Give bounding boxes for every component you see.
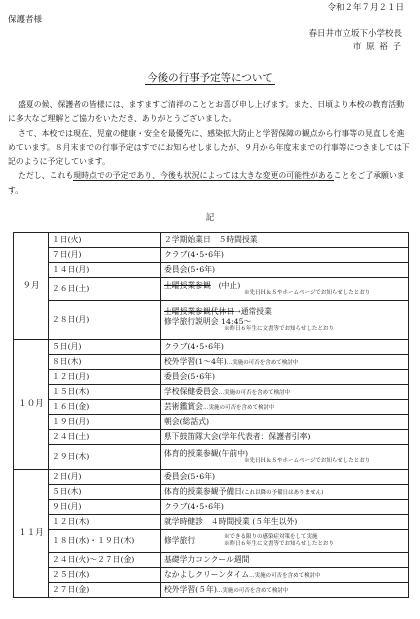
table-row [14,248,409,263]
row-date: ２５日(水) [49,568,161,583]
caveat-lead: ただし、これも [18,171,74,181]
row-event: クラブ(4･5･6年) [161,248,409,263]
table-row [14,445,409,470]
row-event: ２学期始業日 ５時間授業 [161,233,409,248]
table-row [14,500,409,515]
row-date: １２日(月) [49,370,161,385]
row-date: ２９日(木) [49,445,161,470]
row-event: 委員会(5･6年) [161,263,409,278]
document-title-text: 今後の行事予定等について [147,72,273,84]
table-row [14,568,409,583]
row-date: ２７日(金) [49,583,161,598]
row-note: …実施の可否を含めて検討中 [216,588,289,595]
row-event: 校外学習(５年) [164,585,217,595]
row-note: (これ以降の予備日はありません) [241,490,324,497]
row-event: 体育的授業参観予備日 [164,487,242,497]
paragraph-greeting: 盛夏の候、保護者の皆様には、ますますご清祥のこととお喜び申し上げます。また、日頃より本校の教育活動に多大なご理解とご協力をいただき、ありがとうございました。 [8,100,405,124]
row-date: １４日(月) [49,263,161,278]
row-event: 学校保健委員会 [164,387,219,397]
row-date: １日(火) [49,233,161,248]
table-row [14,370,409,385]
table-row [14,233,409,248]
row-event-status: (中止) [218,280,241,290]
row-date: ５日(月) [49,340,161,355]
row-date: ９日(月) [49,500,161,515]
row-note: …実施の可否を含めて検討中 [249,573,321,580]
table-row [14,355,409,370]
caveat-underlined: 現時点での予定であり、今後も状況によっては大きな変更の可能性がある [73,171,334,181]
table-row [14,515,409,530]
row-event-cell [161,278,409,301]
table-row [14,530,409,553]
row-event: 修学旅行 [164,536,196,546]
row-event-cell [161,583,409,598]
row-event-extra: 修学旅行説明会 14:45～ [164,316,252,326]
row-date: ２４日(土) [49,430,161,445]
row-event-cell [161,355,409,370]
row-event: 土曜授業参観代休日 [164,306,235,316]
table-row [14,553,409,568]
row-date: ２４日(火)～２７日(金) [49,553,161,568]
table-row [14,583,409,598]
row-note: …実施の可否を含めて検討中 [202,405,275,412]
row-date: ２日(月) [49,470,161,485]
table-row [14,340,409,355]
table-row [14,400,409,415]
table-row [14,385,409,400]
row-event: 県下鼓笛隊大会(学年代表者：保護者引率) [161,430,409,445]
row-date: １８日(水)・１９日(木) [49,530,161,553]
row-note: ※できる限りの感染症対策をして実施 [224,534,318,540]
table-row [14,470,409,485]
principal-name: 市 原 裕 子 [352,42,402,52]
row-event: 委員会(5･6年) [161,470,409,485]
row-date: ８日(木) [49,355,161,370]
row-event: 就学時健診 ４時間授業 (５年生以外) [161,515,409,530]
row-date: １２日(木) [49,515,161,530]
row-event-status: →通常授業 [234,306,272,316]
month-october: １０月 [14,340,49,470]
letter-body [8,98,410,198]
row-date: １９日(月) [49,415,161,430]
table-row [14,430,409,445]
row-event: 体育的授業参観(午前中) [164,448,249,458]
row-event: 基礎学力コンクール週間 [161,553,409,568]
row-note: ※昨日６年生に文書等でお知らせしたとおり [224,326,334,333]
school-name: 春日井市立坂下小学校長 [308,29,402,39]
row-event: クラブ(4･5･6年) [161,340,409,355]
row-date: ２６日(土) [49,278,161,301]
row-date: ２８日(月) [49,301,161,340]
table-row [14,415,409,430]
caveat-tail: ことをご了承願います。 [8,171,405,195]
row-note-2: ※昨日６年生に文書等でお知らせしたとおり [224,541,334,547]
table-row [14,301,409,340]
row-event: 芸術鑑賞会 [164,402,203,412]
row-event: クラブ(4･5･6年) [161,500,409,515]
row-date: ７日(月) [49,248,161,263]
row-date: １５日(木) [49,385,161,400]
row-event-cell [161,301,409,340]
paragraph-caveat [8,169,410,198]
row-event-cell [161,568,409,583]
row-event-cell [161,445,409,470]
row-event: なかよしクリーンタイム [164,570,250,580]
row-event: 朝会(総話式) [161,415,409,430]
table-row [14,278,409,301]
row-date: １６日(金) [49,400,161,415]
month-september: ９月 [14,233,49,340]
schedule-table [13,232,409,598]
row-event-cell [161,530,409,553]
row-date: ５日(木) [49,485,161,500]
table-row [14,485,409,500]
row-note: …実施の可否を含めて検討中 [226,360,299,367]
issue-date: 令和２年７月２１日 [327,3,404,13]
row-event: 土曜授業参観 [164,280,211,290]
row-note: ※先日Ｈ＆Ｓやホームページでお知らせしたとおり [244,458,371,465]
month-november: １１月 [14,470,49,598]
row-event-cell [161,385,409,400]
row-event: 校外学習(1～4年) [164,357,227,367]
recipient: 保護者様 [8,15,43,25]
row-event-cell [161,485,409,500]
ki-heading: 記 [205,213,215,223]
document-title [0,72,420,85]
row-event-cell [161,400,409,415]
row-note: ※先日Ｈ＆Ｓやホームページでお知らせしたとおり [244,290,371,297]
row-note: …実施の可否を含めて検討中 [218,390,291,397]
paragraph-schedule-intro: さて、本校では現在、児童の健康・安全を最優先に、感染拡大防止と学習保障の観点から行事等の見直しを進めています。８月末までの行事予定はすでにお知らせしましたが、９月から年度末までの行事等につきましては下記のように予定しています。 [8,128,410,167]
row-event: 委員会(5･6年) [161,370,409,385]
table-row [14,263,409,278]
